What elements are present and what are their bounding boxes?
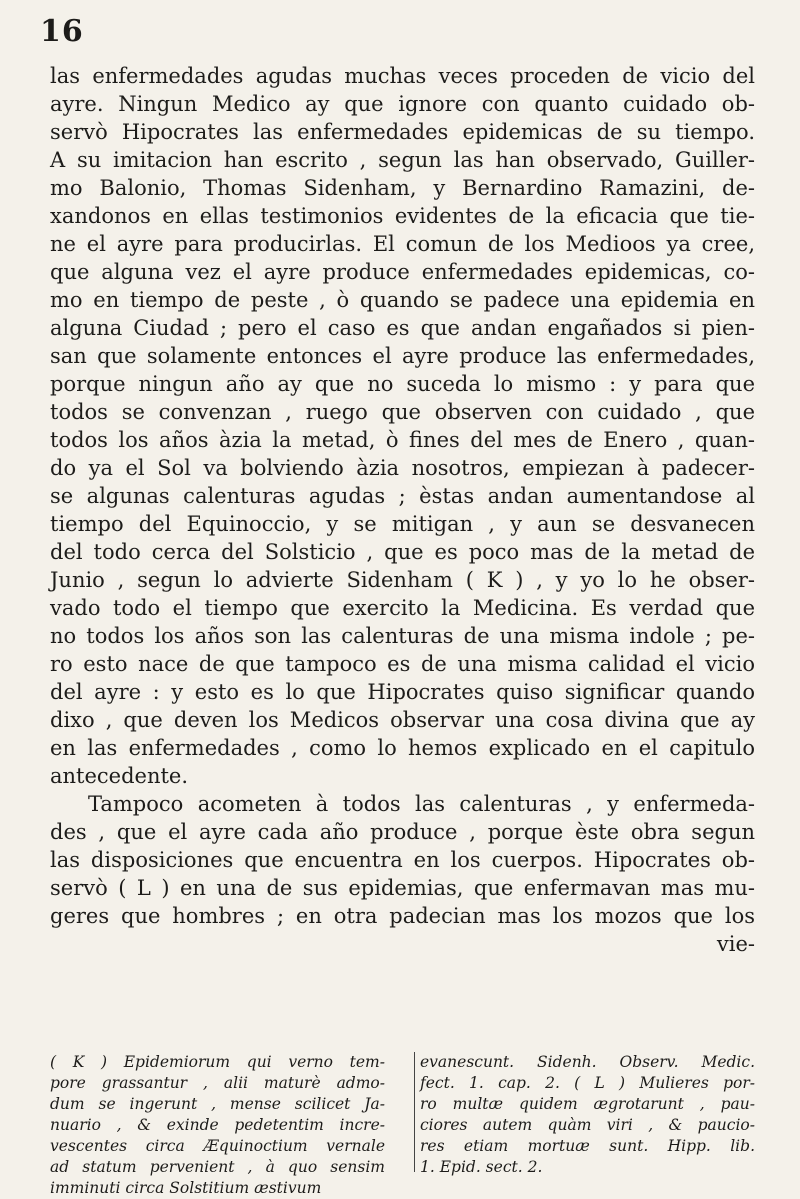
footnote-line: 1. Epid. sect. 2.: [420, 1158, 543, 1176]
text-line: mo Balonio, Thomas Sidenham, y Bernardino Ramazini, de-: [50, 176, 755, 200]
footnote-line: ad statum pervenient , à quo sensim: [50, 1158, 385, 1176]
text-line: en las enfermedades , como lo hemos explicado en el capitulo: [50, 736, 755, 760]
text-line: tiempo del Equinoccio, y se mitigan , y aun se desvanecen: [50, 512, 755, 536]
footnote-line: imminuti circa Solstitium æstivum: [50, 1179, 322, 1197]
text-line: mo en tiempo de peste , ò quando se padece una epidemia en: [50, 288, 755, 312]
text-line: alguna Ciudad ; pero el caso es que andan engañados si pien-: [50, 316, 755, 340]
footnote-line: dum se ingerunt , mense scilicet Ja-: [50, 1095, 385, 1113]
text-line: ayre. Ningun Medico ay que ignore con quanto cuidado ob-: [50, 92, 755, 116]
text-line: dixo , que deven los Medicos observar una cosa divina que ay: [50, 708, 755, 732]
footnote-line: pore grassantur , alii maturè admo-: [50, 1074, 385, 1092]
footnote-line: vescentes circa Æquinoctium vernale: [50, 1137, 385, 1155]
text-line: del ayre : y esto es lo que Hipocrates quiso significar quando: [50, 680, 755, 704]
text-line: geres que hombres ; en otra padecian mas los mozos que los: [50, 904, 755, 928]
text-line: ro esto nace de que tampoco es de una misma calidad el vicio: [50, 652, 755, 676]
text-line: san que solamente entonces el ayre produce las enfermedades,: [50, 344, 755, 368]
text-line: Tampoco acometen à todos las calenturas , y enfermeda-: [88, 792, 755, 816]
footnote-line: res etiam mortuæ sunt. Hipp. lib.: [420, 1137, 755, 1155]
catchword: vie-: [716, 932, 755, 956]
text-line: A su imitacion han escrito , segun las han observado, Guiller-: [50, 148, 755, 172]
text-line: todos los años àzia la metad, ò fines del mes de Enero , quan-: [50, 428, 755, 452]
footnotes: [50, 1052, 755, 1199]
text-line: des , que el ayre cada año produce , porque èste obra segun: [50, 820, 755, 844]
footnote-line: nuario , & exinde pedetentim incre-: [50, 1116, 385, 1134]
footnote-line: ro multæ quidem ægrotarunt , pau-: [420, 1095, 755, 1113]
footnote-line: fect. 1. cap. 2. ( L ) Mulieres por-: [420, 1074, 755, 1092]
text-line: do ya el Sol va bolviendo àzia nosotros, empiezan à padecer-: [50, 456, 755, 480]
text-line: porque ningun año ay que no suceda lo mismo : y para que: [50, 372, 755, 396]
footnote-line: evanescunt. Sidenh. Observ. Medic.: [420, 1053, 755, 1071]
footnote-column-left: [50, 1052, 385, 1199]
text-line: todos se convenzan , ruego que observen con cuidado , que: [50, 400, 755, 424]
footnote-column-right: [420, 1052, 755, 1199]
text-line: Junio , segun lo advierte Sidenham ( K ) , y yo lo he obser-: [50, 568, 755, 592]
text-line: que alguna vez el ayre produce enfermedades epidemicas, co-: [50, 260, 755, 284]
text-line: servò Hipocrates las enfermedades epidemicas de su tiempo.: [50, 120, 755, 144]
text-line: servò ( L ) en una de sus epidemias, que enfermavan mas mu-: [50, 876, 755, 900]
page-number: 16: [40, 14, 84, 49]
text-line: del todo cerca del Solsticio , que es poco mas de la metad de: [50, 540, 755, 564]
text-line: se algunas calenturas agudas ; èstas andan aumentandose al: [50, 484, 755, 508]
text-line: las disposiciones que encuentra en los cuerpos. Hipocrates ob-: [50, 848, 755, 872]
text-line: xandonos en ellas testimonios evidentes de la eficacia que tie-: [50, 204, 755, 228]
footnote-line: ( K ) Epidemiorum qui verno tem-: [50, 1053, 385, 1071]
text-line: no todos los años son las calenturas de una misma indole ; pe-: [50, 624, 755, 648]
text-line: ne el ayre para producirlas. El comun de los Medioos ya cree,: [50, 232, 755, 256]
main-text: [50, 62, 755, 958]
footnote-line: ciores autem quàm viri , & paucio-: [420, 1116, 755, 1134]
text-line: vado todo el tiempo que exercito la Medicina. Es verdad que: [50, 596, 755, 620]
text-line: antecedente.: [50, 764, 189, 788]
text-line: las enfermedades agudas muchas veces proceden de vicio del: [50, 64, 755, 88]
